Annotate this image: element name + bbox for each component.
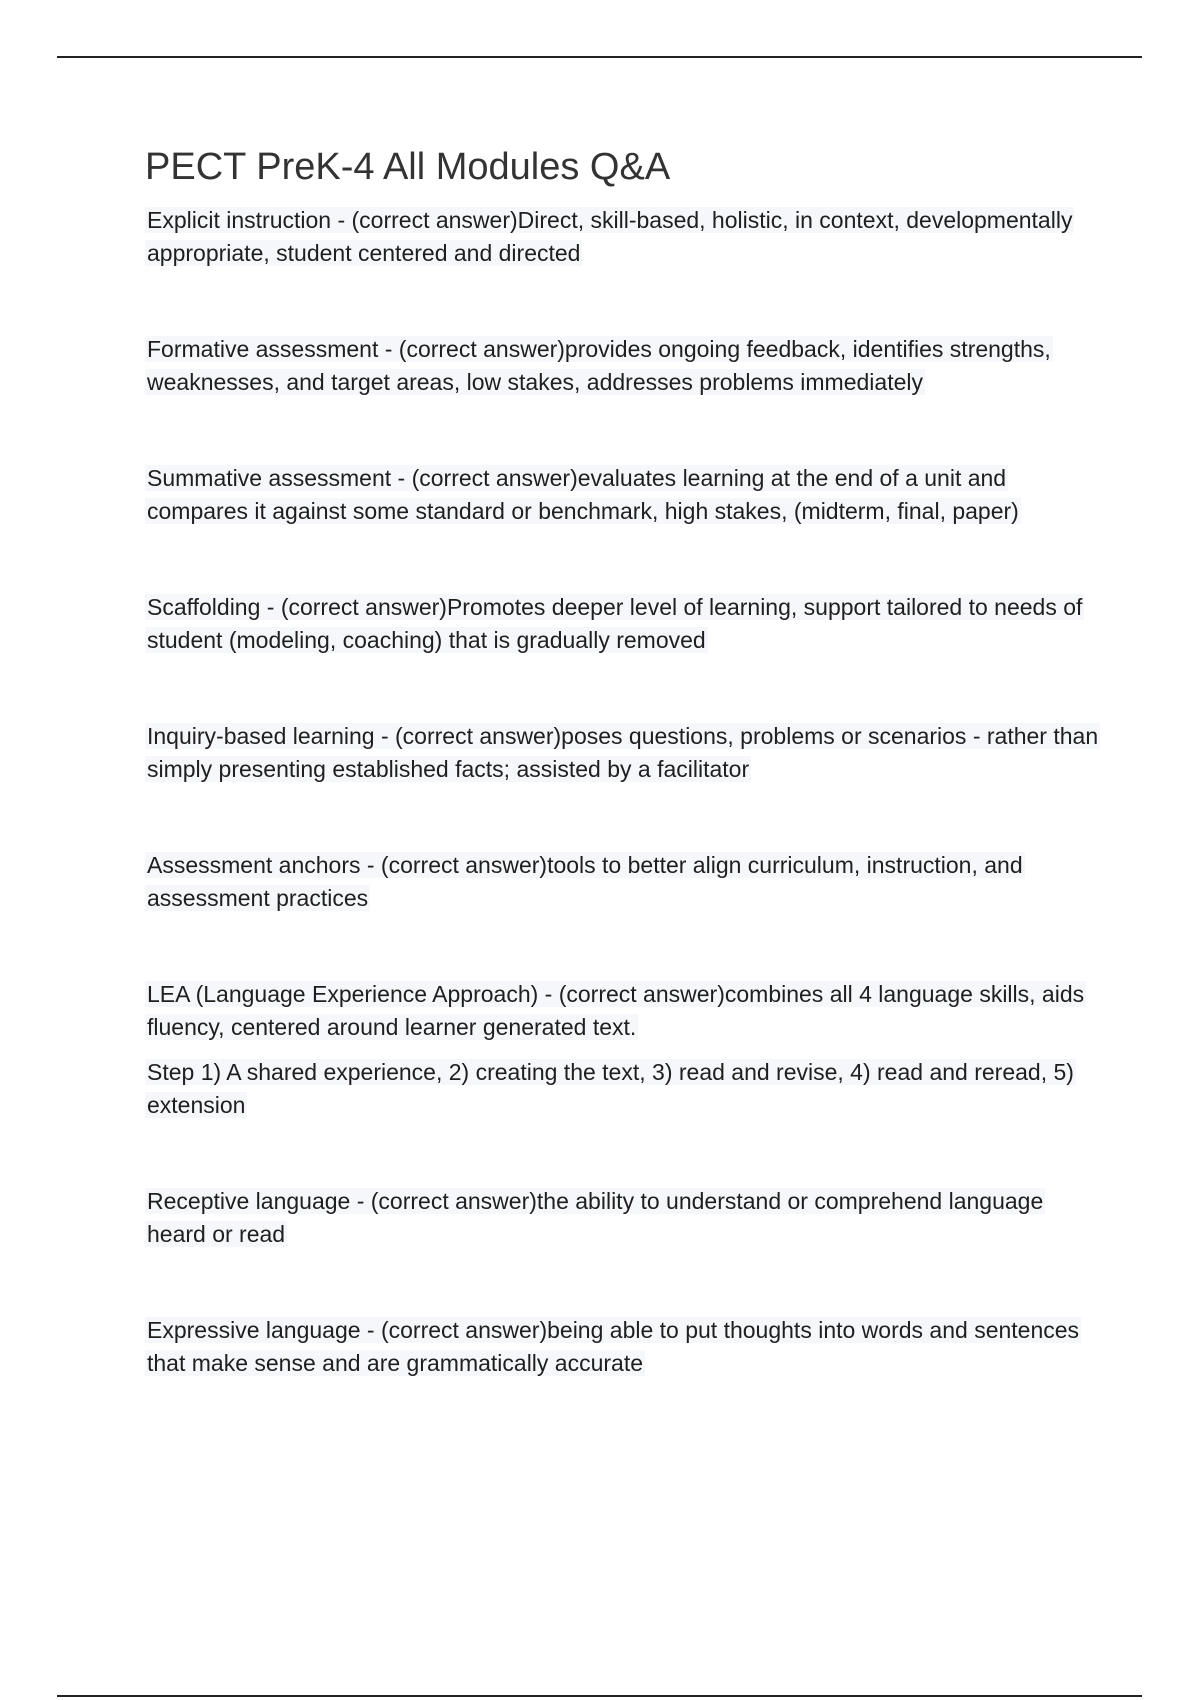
entry-scaffolding xyxy=(145,591,1105,656)
entry-text-continued: Step 1) A shared experience, 2) creating the text, 3) read and revise, 4) read and reread, 5) extension xyxy=(147,1059,1074,1118)
entry-expressive-language xyxy=(145,1314,1105,1379)
entry-text: Assessment anchors - (correct answer)tools to better align curriculum, instruction, and assessment practices xyxy=(147,852,1023,911)
document-body xyxy=(145,142,1105,1443)
entry-text: LEA (Language Experience Approach) - (correct answer)combines all 4 language skills, aids fluency, centered around learner generated text. xyxy=(147,981,1085,1040)
entry-text: Scaffolding - (correct answer)Promotes deeper level of learning, support tailored to needs of student (modeling, coaching) that is gradually removed xyxy=(147,594,1083,653)
entry-summative-assessment xyxy=(145,462,1105,527)
entry-explicit-instruction xyxy=(145,204,1105,269)
entry-text: Receptive language - (correct answer)the ability to understand or comprehend language heard or read xyxy=(147,1188,1044,1247)
entry-assessment-anchors xyxy=(145,849,1105,914)
document-title: PECT PreK-4 All Modules Q&A xyxy=(145,146,671,188)
entry-lea xyxy=(145,978,1105,1121)
entry-formative-assessment xyxy=(145,333,1105,398)
entry-text: Expressive language - (correct answer)being able to put thoughts into words and sentences that make sense and are grammatically accurate xyxy=(147,1317,1080,1376)
entry-text: Explicit instruction - (correct answer)Direct, skill-based, holistic, in context, developmentally appropriate, student centered and directed xyxy=(147,207,1073,266)
bottom-rule xyxy=(57,1695,1142,1697)
entry-text: Formative assessment - (correct answer)provides ongoing feedback, identifies strengths, weaknesses, and target areas, low stakes, addresses problems immediately xyxy=(147,336,1051,395)
entry-text: Summative assessment - (correct answer)evaluates learning at the end of a unit and compares it against some standard or benchmark, high stakes, (midterm, final, paper) xyxy=(147,465,1019,524)
entry-inquiry-based-learning xyxy=(145,720,1105,785)
entry-receptive-language xyxy=(145,1185,1105,1250)
top-rule xyxy=(57,56,1142,58)
entry-text: Inquiry-based learning - (correct answer)poses questions, problems or scenarios - rather than simply presenting established facts; assisted by a facilitator xyxy=(147,723,1099,782)
